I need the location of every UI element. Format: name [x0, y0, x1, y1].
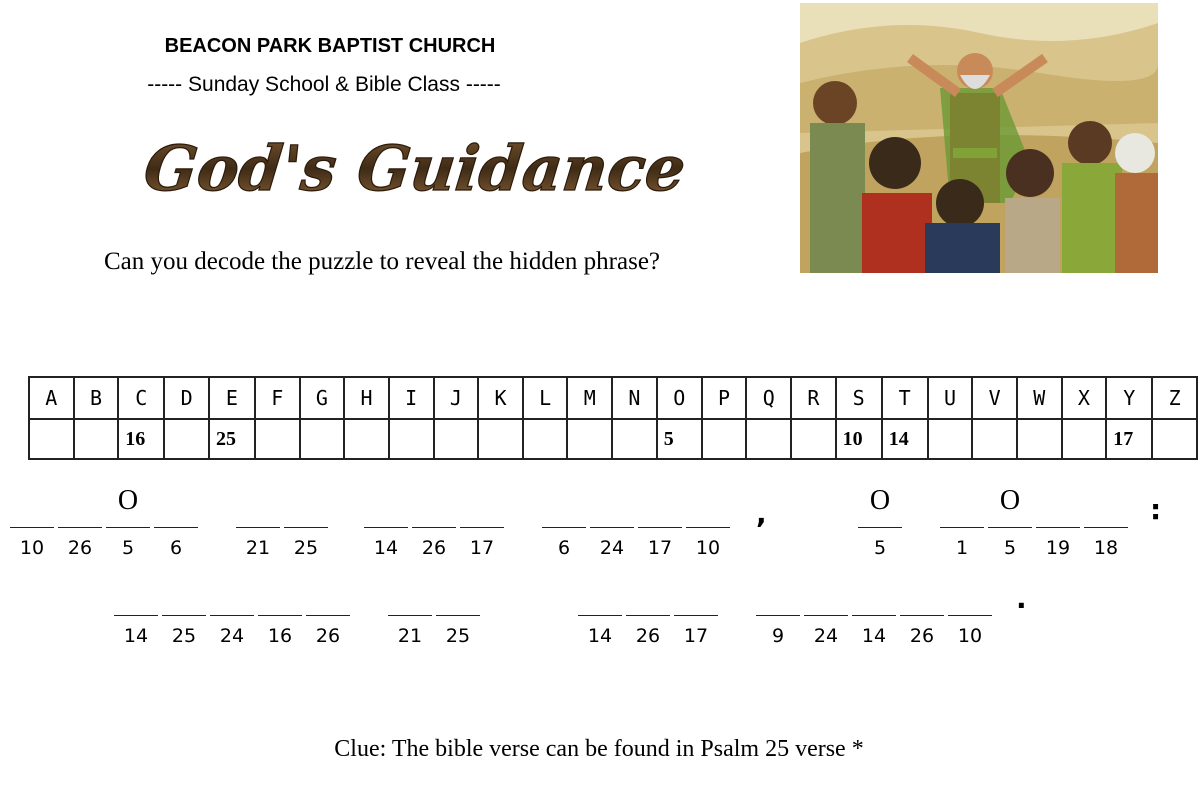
cipher-number-cell[interactable]: [928, 419, 973, 459]
punctuation-mark: :: [1150, 493, 1162, 526]
answer-blank[interactable]: [948, 615, 992, 616]
answer-blank[interactable]: [686, 527, 730, 528]
code-number: 24: [599, 537, 625, 559]
answer-blank[interactable]: [804, 615, 848, 616]
answer-blank[interactable]: [154, 527, 198, 528]
page-title: God's Guidance: [140, 132, 689, 205]
answer-blank[interactable]: [388, 615, 432, 616]
cipher-number-cell[interactable]: 25: [209, 419, 255, 459]
instruction-text: Can you decode the puzzle to reveal the hidden phrase?: [104, 248, 661, 275]
code-number: 24: [813, 625, 839, 647]
answer-blank[interactable]: [756, 615, 800, 616]
answer-blank[interactable]: [1036, 527, 1080, 528]
cipher-number-cell[interactable]: [523, 419, 568, 459]
code-number: 14: [587, 625, 613, 647]
answer-blank[interactable]: [114, 615, 158, 616]
code-number: 26: [67, 537, 93, 559]
cipher-number-cell[interactable]: [972, 419, 1017, 459]
bible-scene-illustration: [800, 3, 1158, 273]
code-number: 14: [373, 537, 399, 559]
cipher-number-cell[interactable]: [434, 419, 479, 459]
cipher-letter: Z: [1152, 377, 1197, 419]
answer-blank[interactable]: [674, 615, 718, 616]
answer-blank[interactable]: [460, 527, 504, 528]
cipher-number-cell[interactable]: [702, 419, 747, 459]
code-number: 26: [635, 625, 661, 647]
code-number: 10: [19, 537, 45, 559]
answer-blank[interactable]: [210, 615, 254, 616]
cipher-number-cell[interactable]: [746, 419, 791, 459]
code-number: 26: [909, 625, 935, 647]
cipher-letter: G: [300, 377, 345, 419]
punctuation-mark: ,: [756, 497, 767, 530]
code-number: 19: [1045, 537, 1071, 559]
answer-blank[interactable]: [542, 527, 586, 528]
cipher-letter: O: [657, 377, 702, 419]
cipher-letter: P: [702, 377, 747, 419]
cipher-number-cell[interactable]: [344, 419, 389, 459]
answer-blank[interactable]: [106, 527, 150, 528]
answer-blank[interactable]: [858, 527, 902, 528]
cipher-number-cell[interactable]: [612, 419, 657, 459]
clue-text: Clue: The bible verse can be found in Psalm 25 verse *: [334, 736, 864, 762]
answer-blank[interactable]: [626, 615, 670, 616]
answer-blank[interactable]: [578, 615, 622, 616]
cipher-number-cell[interactable]: [300, 419, 345, 459]
answer-blank[interactable]: [940, 527, 984, 528]
code-number: 24: [219, 625, 245, 647]
cipher-number-cell[interactable]: [1062, 419, 1107, 459]
code-number: 26: [315, 625, 341, 647]
answer-blank[interactable]: [306, 615, 350, 616]
answer-blank[interactable]: [590, 527, 634, 528]
code-number: 14: [861, 625, 887, 647]
code-number: 1: [955, 537, 969, 559]
cipher-letter: C: [118, 377, 164, 419]
cipher-letter: N: [612, 377, 657, 419]
cipher-letter-row: [29, 377, 1197, 419]
cipher-number-cell[interactable]: 5: [657, 419, 702, 459]
given-letter: O: [869, 485, 891, 516]
cipher-letter: V: [972, 377, 1017, 419]
code-number: 17: [469, 537, 495, 559]
cipher-letter: K: [478, 377, 523, 419]
answer-blank[interactable]: [436, 615, 480, 616]
answer-blank[interactable]: [900, 615, 944, 616]
given-letter: O: [117, 485, 139, 516]
cipher-letter: F: [255, 377, 300, 419]
answer-blank[interactable]: [412, 527, 456, 528]
code-number: 21: [245, 537, 271, 559]
cipher-letter: S: [836, 377, 882, 419]
code-number: 18: [1093, 537, 1119, 559]
answer-blank[interactable]: [236, 527, 280, 528]
code-number: 25: [171, 625, 197, 647]
cipher-number-cell[interactable]: 10: [836, 419, 882, 459]
code-number: 25: [445, 625, 471, 647]
code-number: 5: [121, 537, 135, 559]
code-number: 10: [695, 537, 721, 559]
answer-blank[interactable]: [638, 527, 682, 528]
cipher-letter: E: [209, 377, 255, 419]
code-number: 10: [957, 625, 983, 647]
cipher-number-cell[interactable]: 17: [1106, 419, 1152, 459]
code-number: 21: [397, 625, 423, 647]
cipher-letter: D: [164, 377, 209, 419]
cipher-number-cell[interactable]: [164, 419, 209, 459]
code-number: 9: [771, 625, 785, 647]
cipher-number-cell[interactable]: [478, 419, 523, 459]
code-number: 14: [123, 625, 149, 647]
cipher-number-cell[interactable]: [1017, 419, 1062, 459]
answer-blank[interactable]: [10, 527, 54, 528]
church-name: BEACON PARK BAPTIST CHURCH: [164, 35, 496, 57]
cipher-letter: H: [344, 377, 389, 419]
answer-blank[interactable]: [852, 615, 896, 616]
given-letter: O: [999, 485, 1021, 516]
punctuation-mark: .: [1016, 582, 1027, 615]
code-number: 5: [873, 537, 887, 559]
answer-blank[interactable]: [1084, 527, 1128, 528]
cipher-letter: Y: [1106, 377, 1152, 419]
code-number: 16: [267, 625, 293, 647]
code-number: 6: [557, 537, 571, 559]
cipher-letter: X: [1062, 377, 1107, 419]
cipher-letter: I: [389, 377, 434, 419]
answer-blank[interactable]: [162, 615, 206, 616]
code-number: 17: [647, 537, 673, 559]
cipher-letter: R: [791, 377, 836, 419]
cipher-key-table: [28, 376, 1198, 460]
answer-blank[interactable]: [364, 527, 408, 528]
code-number: 26: [421, 537, 447, 559]
code-number: 25: [293, 537, 319, 559]
cipher-number-cell[interactable]: [791, 419, 836, 459]
code-number: 17: [683, 625, 709, 647]
cipher-letter: J: [434, 377, 479, 419]
answer-blank[interactable]: [284, 527, 328, 528]
code-number: 6: [169, 537, 183, 559]
cipher-number-cell[interactable]: [74, 419, 119, 459]
cipher-letter: Q: [746, 377, 791, 419]
cipher-number-row: [29, 419, 1197, 459]
cipher-number-cell[interactable]: [29, 419, 74, 459]
cipher-number-cell[interactable]: [255, 419, 300, 459]
cipher-letter: T: [882, 377, 928, 419]
cipher-number-cell[interactable]: [389, 419, 434, 459]
cipher-number-cell[interactable]: [567, 419, 612, 459]
cipher-letter: U: [928, 377, 973, 419]
cipher-number-cell[interactable]: 16: [118, 419, 164, 459]
cipher-letter: M: [567, 377, 612, 419]
cipher-letter: L: [523, 377, 568, 419]
cipher-letter: W: [1017, 377, 1062, 419]
cipher-number-cell[interactable]: [1152, 419, 1197, 459]
code-number: 5: [1003, 537, 1017, 559]
answer-blank[interactable]: [258, 615, 302, 616]
cipher-letter: B: [74, 377, 119, 419]
cipher-number-cell[interactable]: 14: [882, 419, 928, 459]
title-wordart: [140, 118, 689, 218]
class-subtitle: ----- Sunday School & Bible Class -----: [147, 73, 501, 96]
cipher-letter: A: [29, 377, 74, 419]
answer-blank[interactable]: [988, 527, 1032, 528]
answer-blank[interactable]: [58, 527, 102, 528]
